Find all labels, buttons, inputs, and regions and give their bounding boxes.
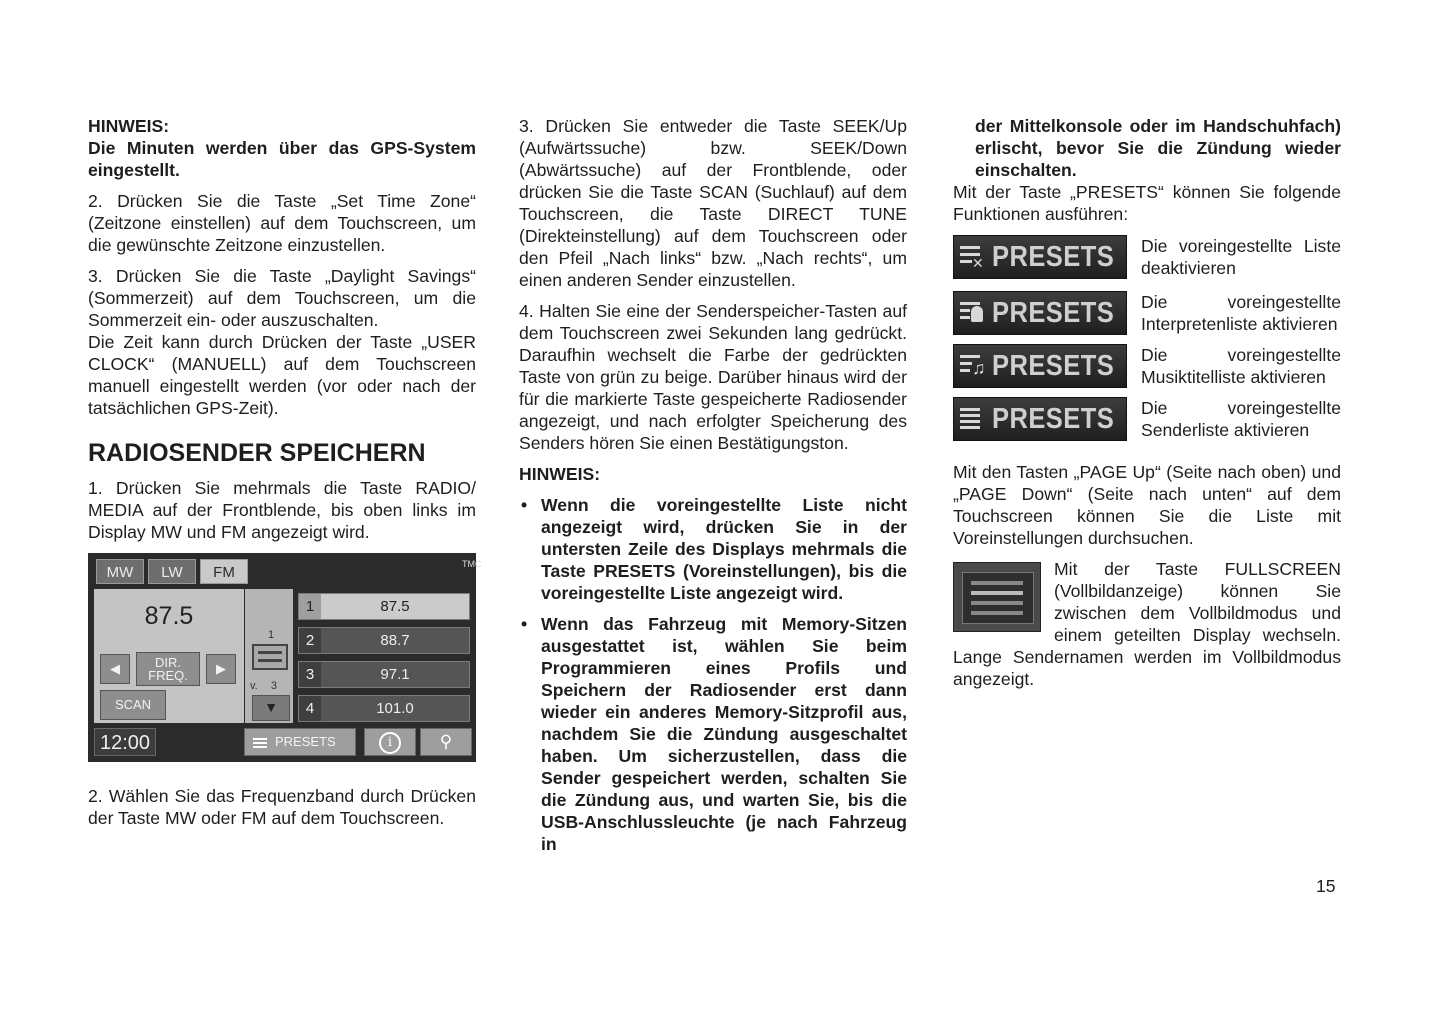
artist-list-icon (960, 300, 984, 326)
preset-frequency: 97.1 (380, 666, 410, 683)
note-heading: HINWEIS: (88, 116, 170, 136)
presets-label: PRESETS (992, 403, 1115, 435)
preset-button-4[interactable] (298, 695, 470, 722)
page-number: 15 (1316, 876, 1336, 896)
presets-row-text: Die voreingestellte Liste deaktivieren (1141, 236, 1341, 278)
list-icon (253, 736, 267, 750)
radio-step-2-paragraph: 2. Wählen Sie das Frequenzband durch Drücken der Taste MW oder FM auf dem Touchscreen. (88, 786, 476, 828)
presets-label: PRESETS (992, 297, 1115, 329)
info-icon: i (379, 732, 401, 754)
preset-button-3[interactable] (298, 661, 470, 688)
step-2-paragraph: 2. Drücken Sie die Taste „Set Time Zone“ (Zeitzone einstellen) auf dem Touchscreen, um die gewünschte Zeitzone einzustellen. (88, 191, 476, 255)
tmc-indicator: TMC (462, 559, 482, 569)
preset-button-2[interactable] (298, 627, 470, 654)
presets-function-table (953, 235, 1341, 447)
dir-freq-button[interactable]: DIR. FREQ. (136, 652, 200, 686)
section-heading: RADIOSENDER SPEICHERN (88, 439, 426, 467)
note-continuation: der Mittelkonsole oder im Handschuhfach) erlischt, bevor Sie die Zündung wieder einschalten. (975, 116, 1341, 180)
clock-display[interactable]: 12:00 (94, 728, 156, 756)
presets-row-text: Die voreingestellte Interpretenliste aktivieren (1141, 292, 1341, 334)
step-4-paragraph: 4. Halten Sie eine der Senderspeicher-Tasten auf dem Touchscreen zwei Sekunden lang gedrückt. Daraufhin wechselt die Farbe der gedrückten Taste von grün zu beige. Darüber hinaus wird der für die markierte Taste gespeicherte Radiosender angezeigt, und nach erfolgter Speicherung des Senders hören Sie einen Bestätigungston. (519, 301, 907, 453)
current-frequency: 87.5 (144, 602, 194, 630)
preset-frequency: 87.5 (380, 598, 410, 615)
step-3-paragraph: 3. Drücken Sie entweder die Taste SEEK/Up (Aufwärtssuche) bzw. SEEK/Down (Abwärtssuche) auf der Frontblende, oder drücken Sie die Taste SCAN (Suchlauf) auf dem Touchscreen, die Taste DIRECT TUNE (Direkteinstellung) auf dem Touchscreen oder den Pfeil „Nach links“ bzw. „Nach rechts“, um einen anderen Sender einzustellen. (519, 116, 907, 290)
music-list-icon: ♫ (960, 353, 984, 379)
page-down-button[interactable] (252, 695, 290, 721)
preset-frequency: 101.0 (376, 700, 414, 717)
page-current: 1 (268, 629, 275, 641)
presets-station-list-button-image (953, 397, 1127, 441)
presets-label: PRESETS (992, 350, 1115, 382)
presets-intro: Mit der Taste „PRESETS“ können Sie folgende Funktionen ausführen: (953, 182, 1341, 224)
presets-row-text: Die voreingestellte Senderliste aktivieren (1141, 398, 1341, 440)
preset-number: 1 (299, 594, 321, 619)
preset-number: 2 (299, 628, 321, 653)
fullscreen-button-image (953, 562, 1041, 632)
fullscreen-section (953, 558, 1341, 690)
preset-button-1[interactable] (298, 593, 470, 620)
presets-button[interactable] (244, 728, 356, 756)
page-total: 3 (270, 680, 277, 692)
tab-mw[interactable]: MW (96, 559, 144, 584)
presets-row-text: Die voreingestellte Musiktitelliste aktivieren (1141, 345, 1341, 387)
note-bullet-1: • Wenn die voreingestellte Liste nicht angezeigt wird, drücken Sie in der untersten Zeile des Displays mehrmals die Taste PRESETS (Voreinstellungen), bis die voreingestellte Liste angezeigt wird. (519, 494, 907, 604)
tab-fm[interactable]: FM (200, 559, 248, 584)
page-of-label: v. (250, 680, 258, 692)
note-list (519, 494, 907, 855)
seek-left-button[interactable] (100, 654, 130, 684)
column-right (953, 115, 1341, 690)
page-of (250, 675, 277, 697)
list-icon (960, 406, 984, 432)
presets-list-off-button-image (953, 235, 1127, 279)
fullscreen-icon (962, 572, 1034, 624)
note-heading: HINWEIS: (519, 464, 601, 484)
triangle-down-icon: ▼ (264, 699, 278, 715)
presets-button-label: PRESETS (275, 734, 336, 749)
note-bullet-2: • Wenn das Fahrzeug mit Memory-Sitzen ausgestattet ist, wählen Sie beim Programmieren eines Profils und Speichern der Radiosender erst dann wieder ein anderes Memory-Sitzprofil aus, nachdem Sie die Zündung ausgeschaltet haben. Um sicherzustellen, dass die Sender gespeichert werden, schalten Sie die Zündung aus, und warten Sie, bis die USB-Anschlussleuchte (je nach Fahrzeug in (519, 613, 907, 855)
manual-clock-paragraph: Die Zeit kann durch Drücken der Taste „USER CLOCK“ (MANUELL) auf dem Touchscreen manuell eingestellt werden (vor oder nach der tatsächlichen GPS-Zeit). (88, 332, 476, 418)
fullscreen-paragraph: Mit der Taste FULLSCREEN (Vollbildanzeige) können Sie zwischen dem Vollbildmodus und einem geteilten Display wechseln. Lange Sendernamen werden im Vollbildmodus angezeigt. (953, 559, 1341, 689)
step-3-paragraph: 3. Drücken Sie die Taste „Daylight Savings“ (Sommerzeit) auf dem Touchscreen, um die Sommerzeit ein- oder auszuschalten. (88, 266, 476, 330)
info-button[interactable] (364, 728, 416, 756)
presets-row (953, 291, 1341, 341)
radio-display-figure (88, 553, 482, 762)
preset-frequency: 88.7 (380, 632, 410, 649)
presets-artist-list-button-image (953, 291, 1127, 335)
arrow-left-icon: ◀ (110, 661, 120, 676)
presets-row (953, 235, 1341, 285)
presets-row (953, 397, 1341, 447)
search-icon: ⚲ (439, 732, 453, 751)
list-off-icon: ✕ (960, 244, 984, 270)
arrow-right-icon: ▶ (216, 661, 226, 676)
search-button[interactable] (420, 728, 472, 756)
page-icon (252, 644, 288, 670)
preset-number: 4 (299, 696, 321, 721)
radio-step-1-paragraph: 1. Drücken Sie mehrmals die Taste RADIO/ MEDIA auf der Frontblende, bis oben links im Display MW und FM angezeigt wird. (88, 478, 476, 542)
column-left (88, 115, 482, 829)
presets-label: PRESETS (992, 241, 1115, 273)
preset-number: 3 (299, 662, 321, 687)
scan-button[interactable]: SCAN (100, 690, 166, 720)
seek-right-button[interactable] (206, 654, 236, 684)
presets-row (953, 344, 1341, 394)
column-middle (519, 115, 907, 855)
presets-music-list-button-image (953, 344, 1127, 388)
tab-lw[interactable]: LW (148, 559, 196, 584)
page-buttons-paragraph: Mit den Tasten „PAGE Up“ (Seite nach oben) und „PAGE Down“ (Seite nach unten“ auf dem Touchscreen können Sie die Liste mit Voreinstellungen durchsuchen. (953, 462, 1341, 548)
note-body: Die Minuten werden über das GPS-System eingestellt. (88, 138, 476, 180)
